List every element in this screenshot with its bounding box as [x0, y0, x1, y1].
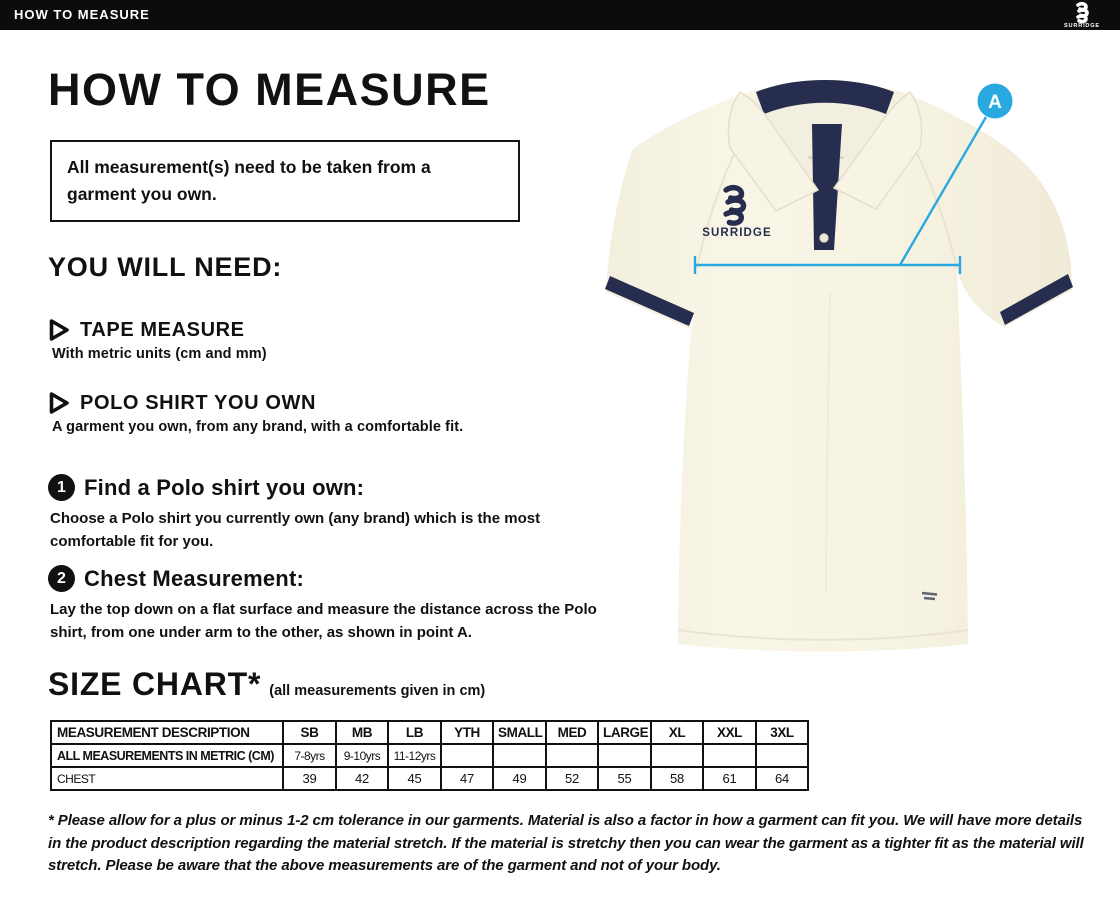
page-title: HOW TO MEASURE	[48, 64, 491, 115]
placket-button	[820, 234, 828, 242]
need-item-tape-measure	[48, 318, 245, 342]
size-cell: 52	[546, 767, 598, 790]
surridge-brand-icon	[1054, 1, 1110, 34]
chest-logo-label: SURRIDGE	[702, 227, 772, 239]
point-a-label: A	[988, 92, 1002, 113]
size-cell: 64	[756, 767, 808, 790]
size-chart-table	[50, 720, 809, 791]
size-cell: 9-10yrs	[336, 744, 388, 767]
step-title: Chest Measurement:	[84, 565, 304, 591]
column-header: XL	[651, 721, 703, 744]
size-cell	[493, 744, 546, 767]
need-item-title: POLO SHIRT YOU OWN	[80, 391, 316, 414]
column-header: MEASUREMENT DESCRIPTION	[51, 721, 283, 744]
size-cell: 61	[703, 767, 756, 790]
step-description: Choose a Polo shirt you currently own (any brand) which is the most comfortable fit for you.	[50, 510, 541, 551]
size-cell: 42	[336, 767, 388, 790]
size-cell	[703, 744, 756, 767]
size-cell	[756, 744, 808, 767]
step-number-badge: 2	[48, 565, 75, 592]
size-cell: 11-12yrs	[388, 744, 441, 767]
size-cell	[546, 744, 598, 767]
need-item-description: With metric units (cm and mm)	[52, 346, 267, 362]
table-header-row	[51, 721, 808, 744]
polo-shirt-figure	[580, 32, 1120, 662]
step-number-badge: 1	[48, 474, 75, 501]
column-header: XXL	[703, 721, 756, 744]
step-2-header	[48, 565, 304, 592]
column-header: SB	[283, 721, 336, 744]
size-cell	[651, 744, 703, 767]
size-cell: 45	[388, 767, 441, 790]
step-description: Lay the top down on a flat surface and measure the distance across the Polo shirt, from one under arm to the other, as shown in point A.	[50, 601, 597, 642]
you-will-need-heading: YOU WILL NEED:	[48, 252, 283, 282]
size-cell: 39	[283, 767, 336, 790]
size-cell: 55	[598, 767, 651, 790]
surridge-brand-label: SURRIDGE	[1064, 23, 1100, 29]
size-cell	[441, 744, 493, 767]
size-cell: 47	[441, 767, 493, 790]
tolerance-footnote: * Please allow for a plus or minus 1-2 cm tolerance in our garments. Material is also a factor in how a garment can fit you. We will have more details in the product description regarding the material stretch. If the material is stretchy then you can wear the garment as a tighter fit as the material will stretch. Please be aware that the above measurements are of the garment and not of your body.	[48, 812, 1084, 874]
notice-box: All measurement(s) need to be taken from a garment you own.	[50, 140, 520, 222]
play-triangle-icon	[48, 391, 70, 415]
need-item-title: TAPE MEASURE	[80, 318, 245, 341]
need-item-polo-shirt	[48, 391, 316, 415]
row-label: ALL MEASUREMENTS IN METRIC (CM)	[51, 744, 283, 767]
column-header: SMALL	[493, 721, 546, 744]
size-cell: 58	[651, 767, 703, 790]
topbar	[0, 0, 1120, 30]
size-chart-note: (all measurements given in cm)	[269, 683, 486, 699]
size-chart-title: SIZE CHART*	[48, 666, 262, 702]
play-triangle-icon	[48, 318, 70, 342]
size-chart-header	[48, 666, 485, 703]
column-header: MB	[336, 721, 388, 744]
need-item-description: A garment you own, from any brand, with a comfortable fit.	[52, 419, 464, 435]
row-label: CHEST	[51, 767, 283, 790]
column-header: 3XL	[756, 721, 808, 744]
column-header: MED	[546, 721, 598, 744]
table-row	[51, 744, 808, 767]
step-1-header	[48, 474, 364, 501]
step-title: Find a Polo shirt you own:	[84, 474, 365, 500]
column-header: LARGE	[598, 721, 651, 744]
size-cell	[598, 744, 651, 767]
column-header: LB	[388, 721, 441, 744]
topbar-title: HOW TO MEASURE	[14, 7, 150, 22]
size-cell: 49	[493, 767, 546, 790]
column-header: YTH	[441, 721, 493, 744]
table-row	[51, 767, 808, 790]
size-cell: 7-8yrs	[283, 744, 336, 767]
polo-shirt-image	[605, 80, 1073, 652]
